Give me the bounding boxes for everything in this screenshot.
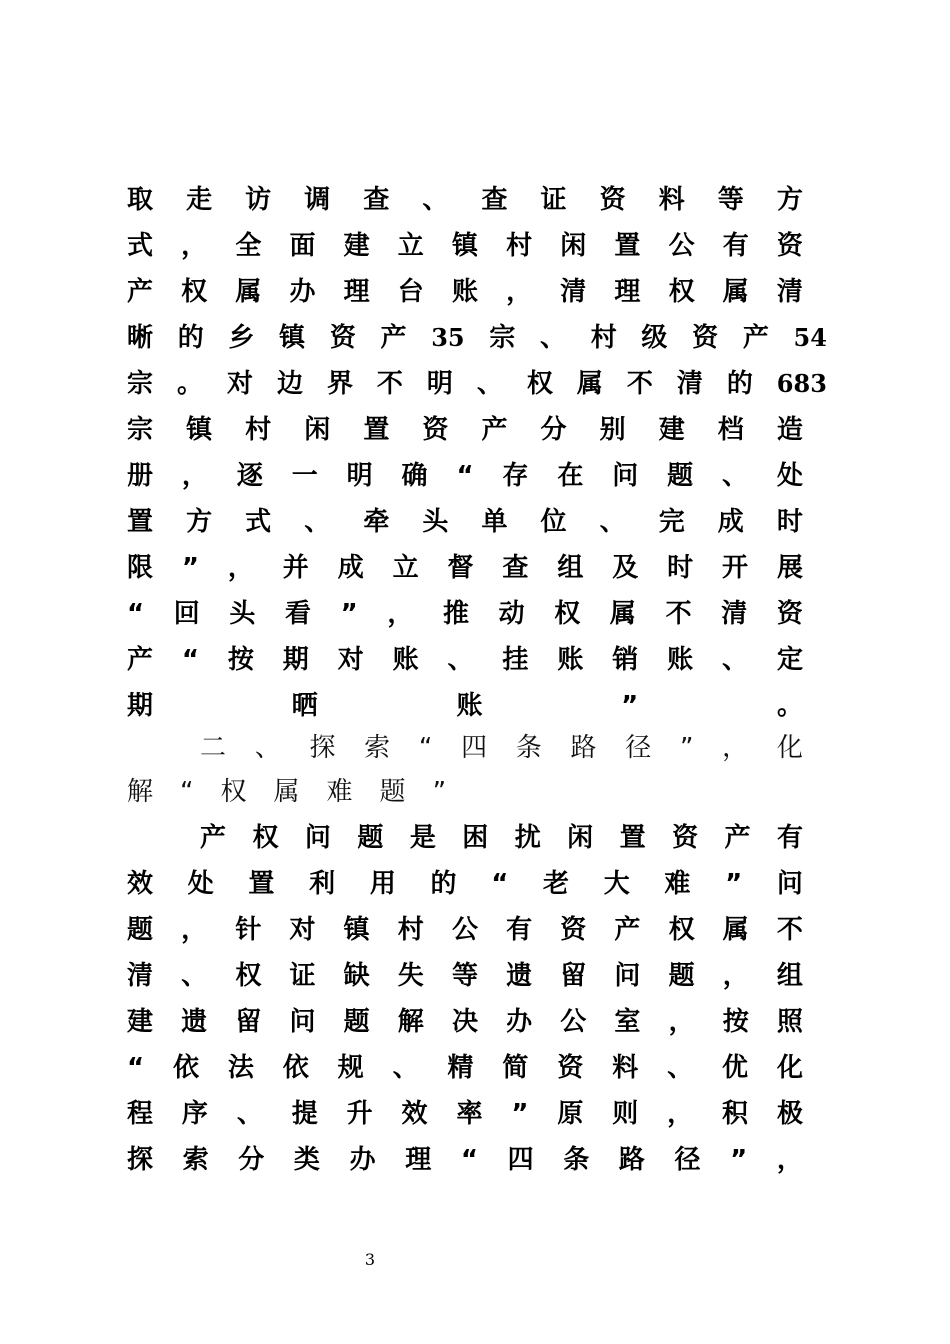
text-line: 置 方 式 、 牵 头 单 位 、 完 成 时	[127, 507, 803, 537]
text-line: 晰 的 乡 镇 资 产 35 宗 、 村 级 资 产 54	[127, 323, 827, 353]
text-line: 产 权 问 题 是 困 扰 闲 置 资 产 有	[200, 823, 803, 853]
text-line: 期 晒 账 ” 。	[127, 691, 803, 721]
text-line: 限 ” ， 并 成 立 督 查 组 及 时 开 展	[127, 553, 803, 583]
text-line: “ 回 头 看 ” ， 推 动 权 属 不 清 资	[127, 599, 803, 629]
text-line: 效 处 置 利 用 的 “ 老 大 难 ” 问	[127, 869, 803, 899]
text-line: 题 ， 针 对 镇 村 公 有 资 产 权 属 不	[127, 915, 803, 945]
text-line: 程 序 、 提 升 效 率 ” 原 则 ， 积 极	[127, 1099, 803, 1129]
text-line: 探 索 分 类 办 理 “ 四 条 路 径 ” ，	[127, 1145, 803, 1175]
text-line: “ 依 法 依 规 、 精 简 资 料 、 优 化	[127, 1053, 803, 1083]
text-line: 清 、 权 证 缺 失 等 遗 留 问 题 ， 组	[127, 961, 803, 991]
text-line: 产 权 属 办 理 台 账 ， 清 理 权 属 清	[127, 277, 803, 307]
text-line: 二 、 探 索 “ 四 条 路 径 ” ， 化	[200, 733, 803, 763]
text-line: 宗 。 对 边 界 不 明 、 权 属 不 清 的 683	[127, 369, 827, 399]
text-line: 解 “ 权 属 难 题 ”	[127, 777, 447, 807]
text-line: 建 遗 留 问 题 解 决 办 公 室 ， 按 照	[127, 1007, 803, 1037]
page-number: 3	[364, 1250, 376, 1269]
text-line: 式 ， 全 面 建 立 镇 村 闲 置 公 有 资	[127, 231, 803, 261]
text-line: 产 “ 按 期 对 账 、 挂 账 销 账 、 定	[127, 645, 803, 675]
text-line: 册 ， 逐 一 明 确 “ 存 在 问 题 、 处	[127, 461, 803, 491]
text-line: 取 走 访 调 查 、 查 证 资 料 等 方	[127, 185, 803, 215]
text-line: 宗 镇 村 闲 置 资 产 分 别 建 档 造	[127, 415, 803, 445]
